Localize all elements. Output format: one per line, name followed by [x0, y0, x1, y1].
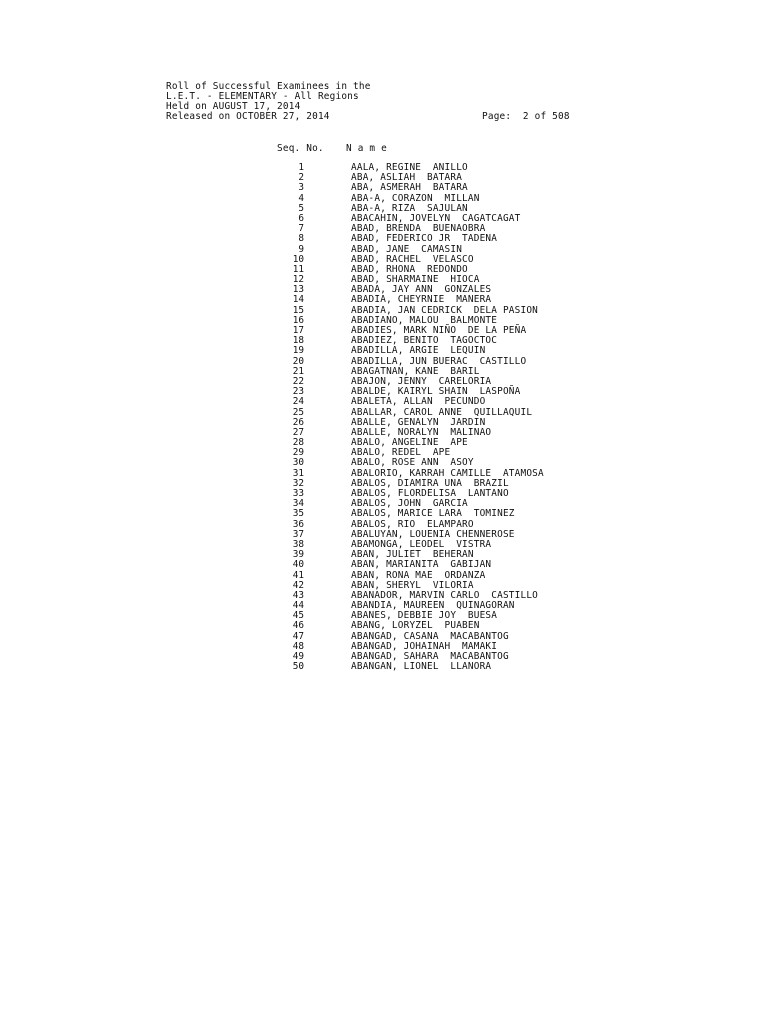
seq-number: 30 [292, 457, 304, 469]
column-header-seq: Seq. No. [277, 143, 324, 154]
list-item [0, 234, 768, 244]
header-title-line-1: Roll of Successful Examinees in the [166, 81, 371, 92]
examinee-name: ABANGAD, CASANA MACABANTOG [351, 630, 509, 642]
seq-number: 49 [292, 651, 304, 662]
list-item [0, 560, 768, 570]
examinee-name: ABANADOR, MARVIN CARLO CASTILLO [351, 589, 539, 601]
seq-number: 18 [292, 335, 304, 347]
examinee-name: AALA, REGINE ANILLO [351, 162, 468, 173]
examinee-name: ABALO, REDEL APE [351, 447, 451, 459]
examinee-name: ABALORIO, KARRAH CAMILLE ATAMOSA [351, 467, 544, 479]
seq-number: 15 [292, 304, 304, 316]
examinee-list [0, 163, 768, 672]
header-held-date: Held on AUGUST 17, 2014 [166, 101, 301, 112]
examinee-name: ABANDIA, MAUREEN QUINAGORAN [351, 600, 515, 612]
seq-number: 26 [292, 416, 304, 428]
seq-number: 3 [298, 182, 304, 194]
seq-number: 43 [292, 589, 304, 601]
examinee-name: ABADIEZ, BENITO TAGOCTOC [351, 335, 498, 347]
seq-number: 29 [292, 447, 304, 459]
examinee-name: ABAMONGA, LEODEL VISTRA [351, 538, 492, 550]
seq-number: 13 [292, 284, 304, 296]
examinee-name: ABALUYAN, LOUENIA CHENNEROSE [351, 528, 515, 540]
examinee-name: ABAD, SHARMAINE HIOCA [351, 274, 480, 286]
examinee-name: ABALO, ANGELINE APE [351, 437, 468, 449]
seq-number: 40 [292, 559, 304, 571]
examinee-name: ABA, ASLIAH BATARA [351, 172, 463, 184]
seq-number: 11 [292, 263, 304, 275]
examinee-name: ABALOS, RIO ELAMPARO [351, 518, 474, 530]
seq-number: 5 [298, 202, 304, 214]
examinee-name: ABADIES, MARK NIÑO DE LA PEÑA [351, 325, 527, 336]
examinee-name: ABAD, FEDERICO JR TADENA [351, 233, 498, 245]
seq-number: 33 [292, 488, 304, 499]
examinee-name: ABALOS, DIAMIRA UNA BRAZIL [351, 477, 509, 489]
seq-number: 48 [292, 640, 304, 652]
examinee-name: ABANG, LORYZEL PUABEN [351, 620, 480, 632]
examinee-name: ABAGATNAN, KANE BARIL [351, 365, 480, 377]
seq-number: 21 [292, 365, 304, 377]
seq-number: 6 [298, 212, 304, 224]
examinee-name: ABAD, RACHEL VELASCO [351, 253, 474, 265]
examinee-name: ABADILLA, JUN BUERAC CASTILLO [351, 355, 527, 367]
examinee-name: ABANGAD, SAHARA MACABANTOG [351, 651, 509, 662]
seq-number: 32 [292, 477, 304, 489]
seq-number: 12 [292, 274, 304, 286]
seq-number: 42 [292, 579, 304, 591]
examinee-name: ABA-A, RIZA SAJULAN [351, 202, 468, 214]
seq-number: 7 [298, 223, 304, 235]
column-header-name: N a m e [346, 143, 387, 154]
examinee-name: ABAN, SHERYL VILORIA [351, 579, 474, 591]
seq-number: 44 [292, 600, 304, 612]
examinee-name: ABALLE, GENALYN JARDIN [351, 416, 486, 428]
examinee-name: ABANGAD, JOHAINAH MAMAKI [351, 640, 498, 652]
header-release-date: Released on OCTOBER 27, 2014 [166, 111, 330, 122]
seq-number: 17 [292, 325, 304, 336]
seq-number: 47 [292, 630, 304, 642]
examinee-name: ABADIA, JAN CEDRICK DELA PASION [351, 304, 539, 316]
seq-number: 46 [292, 620, 304, 632]
examinee-name: ABADILLA, ARGIE LEQUIN [351, 345, 486, 357]
examinee-name: ABAD, JANE CAMASIN [351, 243, 463, 255]
examinee-name: ABALDE, KAIRYL SHAIN LASPOÑA [351, 386, 521, 398]
examinee-name: ABALOS, JOHN GARCIA [351, 498, 468, 510]
seq-number: 25 [292, 406, 304, 418]
seq-number: 28 [292, 437, 304, 449]
examinee-name: ABA-A, CORAZON MILLAN [351, 192, 480, 204]
examinee-name: ABALETA, ALLAN PECUNDO [351, 396, 486, 408]
list-item [0, 662, 768, 672]
seq-number: 50 [292, 661, 304, 673]
examinee-name: ABAN, JULIET BEHERAN [351, 549, 474, 561]
seq-number: 41 [292, 569, 304, 581]
seq-number: 19 [292, 345, 304, 357]
seq-number: 10 [292, 253, 304, 265]
seq-number: 36 [292, 518, 304, 530]
examinee-name: ABACAHIN, JOVELYN CAGATCAGAT [351, 212, 521, 224]
examinee-name: ABAD, RHONA REDONDO [351, 263, 468, 275]
examinee-name: ABAN, RONA MAE ORDANZA [351, 569, 486, 581]
examinee-name: ABALOS, FLORDELISA LANTANO [351, 488, 509, 499]
examinee-name: ABA, ASMERAH BATARA [351, 182, 468, 194]
examinee-name: ABAN, MARIANITA GABIJAN [351, 559, 492, 571]
seq-number: 22 [292, 375, 304, 387]
seq-number: 1 [298, 162, 304, 173]
page-number: Page: 2 of 508 [482, 111, 570, 122]
seq-number: 39 [292, 549, 304, 561]
seq-number: 2 [298, 172, 304, 184]
seq-number: 24 [292, 396, 304, 408]
examinee-name: ABALLE, NORALYN MALINAO [351, 426, 492, 438]
seq-number: 14 [292, 294, 304, 306]
seq-number: 31 [292, 467, 304, 479]
examinee-name: ABAD, BRENDA BUENAOBRA [351, 223, 486, 235]
examinee-name: ABADIANO, MALOU BALMONTE [351, 314, 498, 326]
seq-number: 9 [298, 243, 304, 255]
seq-number: 27 [292, 426, 304, 438]
examinee-name: ABADIA, CHEYRNIE MANERA [351, 294, 492, 306]
examinee-name: ABANES, DEBBIE JOY BUESA [351, 610, 498, 622]
seq-number: 4 [298, 192, 304, 204]
seq-number: 34 [292, 498, 304, 510]
seq-number: 35 [292, 508, 304, 520]
examinee-name: ABADA, JAY ANN GONZALES [351, 284, 492, 296]
examinee-name: ABALOS, MARICE LARA TOMINEZ [351, 508, 515, 520]
header-exam-line: L.E.T. - ELEMENTARY - All Regions [166, 91, 359, 102]
seq-number: 20 [292, 355, 304, 367]
seq-number: 8 [298, 233, 304, 245]
seq-number: 23 [292, 386, 304, 398]
examinee-name: ABALO, ROSE ANN ASOY [351, 457, 474, 469]
examinee-name: ABANGAN, LIONEL LLANORA [351, 661, 492, 673]
seq-number: 45 [292, 610, 304, 622]
seq-number: 16 [292, 314, 304, 326]
seq-number: 38 [292, 538, 304, 550]
examinee-name: ABAJON, JENNY CARELORIA [351, 375, 492, 387]
seq-number: 37 [292, 528, 304, 540]
examinee-name: ABALLAR, CAROL ANNE QUILLAQUIL [351, 406, 533, 418]
list-item [0, 397, 768, 407]
